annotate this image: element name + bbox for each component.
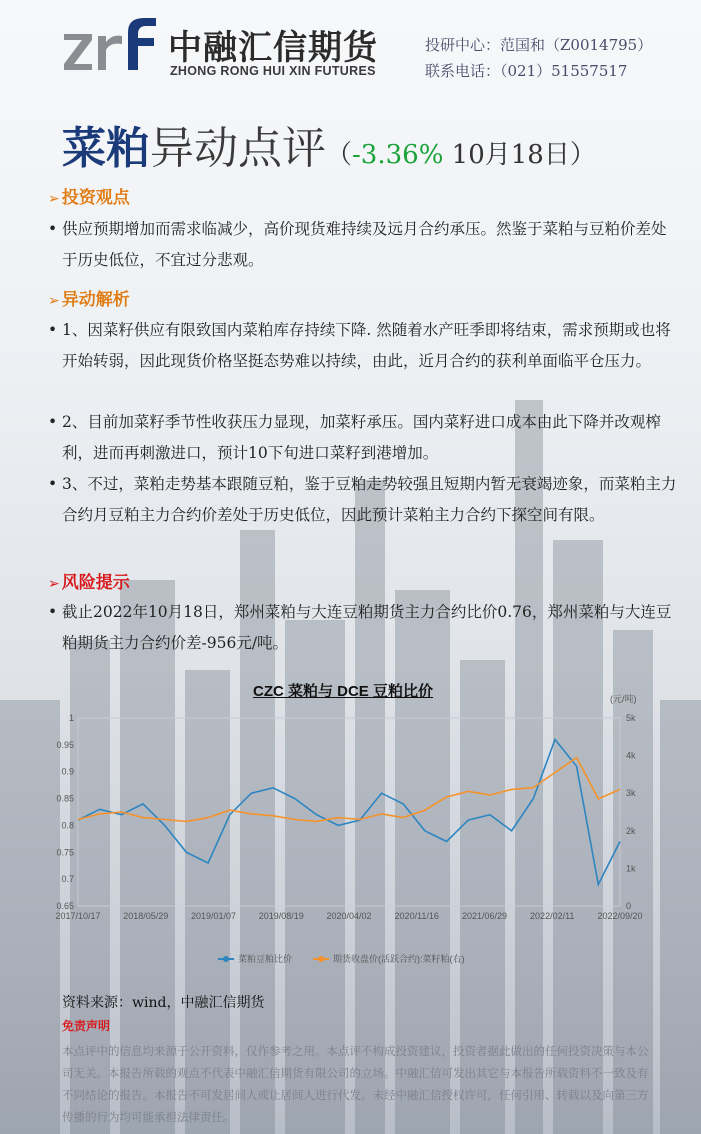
paragraph-analysis-3 xyxy=(48,469,678,531)
y-right-tick-label: 4k xyxy=(626,750,636,761)
header xyxy=(0,0,701,100)
arrow-icon: ➢ xyxy=(48,576,60,592)
y-right-tick-label: 0 xyxy=(626,901,632,911)
y-left-tick-label: 0.75 xyxy=(56,847,74,858)
paragraph-analysis-2 xyxy=(48,407,678,469)
paragraph-text: 1、因菜籽供应有限致国内菜粕库存持续下降. 然随着水产旺季即将结束，需求预期或也将开始转弱，因此现货价格坚挺态势难以持续，由此，近月合约的获利单面临平仓压力。 xyxy=(62,321,671,370)
bullet-icon: • xyxy=(48,413,58,431)
y-right-tick-label: 2k xyxy=(626,825,636,836)
section-heading-text: 异动解析 xyxy=(61,290,130,310)
y-left-tick-label: 0.65 xyxy=(56,901,74,911)
x-tick-label: 2020/11/16 xyxy=(394,911,439,921)
data-source: 资料来源：wind，中融汇信期货 xyxy=(62,995,265,1011)
x-tick-label: 2022/02/11 xyxy=(530,911,575,921)
y-left-tick-label: 0.8 xyxy=(61,820,74,831)
section-heading-text: 投资观点 xyxy=(61,188,130,208)
x-tick-label: 2019/08/19 xyxy=(258,911,304,921)
paragraph-view xyxy=(48,214,678,276)
x-tick-label: 2021/06/29 xyxy=(461,911,508,921)
y-left-tick-label: 0.7 xyxy=(61,874,74,885)
bullet-icon: • xyxy=(48,475,58,493)
contact-phone: 联系电话：（021）51557517 xyxy=(425,62,628,80)
disclaimer-title: 免责声明 xyxy=(62,1019,111,1033)
bullet-icon: • xyxy=(48,220,58,238)
paragraph-analysis-1 xyxy=(48,315,678,377)
y-left-tick-label: 0.9 xyxy=(61,766,74,777)
y-left-tick-label: 0.95 xyxy=(56,739,74,750)
x-tick-label: 2017/10/17 xyxy=(55,911,101,921)
y-right-tick-label: 3k xyxy=(626,788,636,799)
ratio-chart xyxy=(48,680,648,970)
company-logo-mark xyxy=(62,12,162,80)
plot-frame xyxy=(78,718,620,906)
bullet-icon: • xyxy=(48,321,58,339)
legend-label-0: 菜粕豆粕比价 xyxy=(238,954,293,964)
disclaimer-body: 本点评中的信息均来源于公开资料，仅作参考之用。本点评不构成投资建议，投资者据此做出的任何投资决策与本公司无关。本报告所载的观点不代表中融汇信期货有限公司的立场。中融汇信可发出其它与本报告所载资料不一致及有不同结论的报告。本报告不可发居间人或让居间人进行代发。未经中融汇信授权许可，任何引用、转载以及向第三方传播的行为均可能承担法律责任。 xyxy=(62,1044,649,1124)
y-left-tick-label: 0.85 xyxy=(56,793,74,804)
section-risk xyxy=(48,568,130,593)
x-tick-label: 2022/09/20 xyxy=(597,911,643,921)
y-right-tick-label: 5k xyxy=(626,713,636,723)
x-tick-label: 2018/05/29 xyxy=(123,911,169,921)
arrow-icon: ➢ xyxy=(48,293,60,309)
title-label: 异动点评 xyxy=(150,123,326,174)
legend-marker-0 xyxy=(223,956,229,962)
bullet-icon: • xyxy=(48,603,58,621)
paragraph-text: 2、目前加菜籽季节性收获压力显现，加菜籽承压。国内菜籽进口成本由此下降并改观榨利，进而再刺激进口，预计10下旬进口菜籽到港增加。 xyxy=(62,413,661,462)
page-title xyxy=(62,112,596,176)
title-change: -3.36% xyxy=(352,140,444,170)
legend-label-1: 期货收盘价(活跃合约):菜籽粕(右) xyxy=(333,954,465,964)
y-right-tick-label: 1k xyxy=(626,863,636,874)
legend-marker-1 xyxy=(318,956,324,962)
title-paren-open: （ xyxy=(326,140,353,170)
paragraph-text: 3、不过，菜粕走势基本跟随豆粕，鉴于豆粕走势较强且短期内暂无衰竭迹象，而菜粕主力合约月豆粕主力合约价差处于历史低位，因此预计菜粕主力合约下探空间有限。 xyxy=(62,475,677,524)
x-tick-label: 2020/04/02 xyxy=(326,911,372,921)
series-line-0 xyxy=(78,740,620,885)
y-right-unit-label: (元/吨) xyxy=(610,694,637,704)
paragraph-text: 供应预期增加而需求临减少，高价现货难持续及远月合约承压。然鉴于菜粕与豆粕价差处于历史低位，不宜过分悲观。 xyxy=(62,220,667,269)
arrow-icon: ➢ xyxy=(48,191,60,207)
y-left-tick-label: 1 xyxy=(68,713,74,723)
chart-canvas xyxy=(48,680,648,970)
title-product: 菜粕 xyxy=(62,123,150,174)
paragraph-text: 截止2022年10月18日，郑州菜粕与大连豆粕期货主力合约比价0.76，郑州菜粕与大连豆粕期货主力合约价差-956元/吨。 xyxy=(62,603,672,652)
x-tick-label: 2019/01/07 xyxy=(190,911,237,921)
paragraph-risk xyxy=(48,597,678,659)
series-line-1 xyxy=(78,758,620,822)
section-heading-text: 风险提示 xyxy=(61,573,130,593)
chart-title: CZC 菜粕与 DCE 豆粕比价 xyxy=(252,683,433,700)
researcher-info: 投研中心：范国和（Z0014795） xyxy=(425,36,653,54)
section-analysis xyxy=(48,285,130,310)
company-name-cn: 中融汇信期货 xyxy=(168,28,378,68)
title-date: 10月18日） xyxy=(443,140,596,170)
section-investment-view xyxy=(48,183,130,208)
company-name-en: ZHONG RONG HUI XIN FUTURES xyxy=(170,64,376,78)
